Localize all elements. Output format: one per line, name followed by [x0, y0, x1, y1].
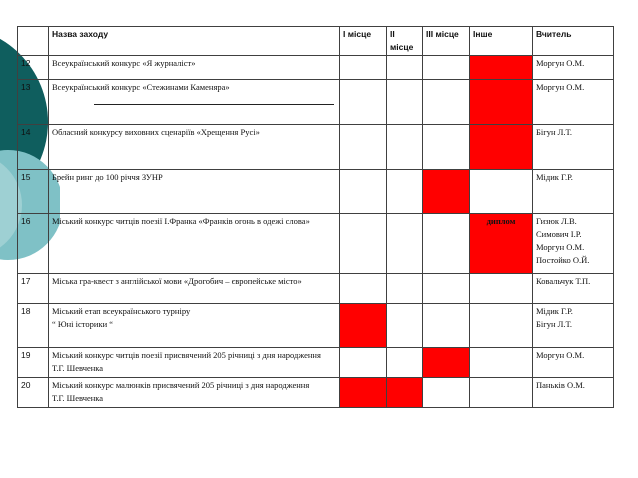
second-place-cell	[387, 348, 423, 378]
first-place-cell-highlighted	[340, 378, 387, 408]
teacher: Паньків О.М.	[533, 378, 614, 408]
other-cell	[470, 274, 533, 304]
event-name: Міський конкурс читців поезії І.Франка «Франків огонь в одежі слова»	[49, 214, 340, 274]
row-number: 20	[18, 378, 49, 408]
third-place-cell	[423, 304, 470, 348]
row-number: 19	[18, 348, 49, 378]
third-place-cell	[423, 274, 470, 304]
third-place-cell	[423, 125, 470, 170]
header-number	[18, 27, 49, 56]
teacher-line: Гизюк Л.В.	[536, 216, 577, 226]
first-place-cell	[340, 348, 387, 378]
table-row	[18, 170, 614, 214]
event-name-line: Т.Г. Шевченка	[52, 393, 104, 403]
event-name	[49, 348, 340, 378]
other-cell-highlighted	[470, 80, 533, 125]
second-place-cell	[387, 274, 423, 304]
second-place-cell	[387, 214, 423, 274]
table-row	[18, 80, 614, 125]
teacher: Моргун О.М.	[533, 80, 614, 125]
other-cell-highlighted	[470, 56, 533, 80]
third-place-cell	[423, 214, 470, 274]
event-name	[49, 80, 340, 125]
third-place-cell	[423, 56, 470, 80]
first-place-cell	[340, 274, 387, 304]
awards-table	[17, 26, 614, 408]
first-place-cell	[340, 125, 387, 170]
third-place-cell-highlighted	[423, 348, 470, 378]
event-name-text: Всеукраїнський конкурс «Стежинами Каменяра»	[52, 82, 230, 92]
third-place-cell	[423, 80, 470, 125]
event-name-line: Міський етап всеукраїнського турніру	[52, 306, 191, 316]
event-name-line: Міський конкурс читців поезії присвячений 205 річниці з дня народження	[52, 350, 321, 360]
second-place-cell	[387, 170, 423, 214]
other-cell	[470, 170, 533, 214]
event-name-line: “ Юні історики “	[52, 319, 114, 329]
teacher-line: Постойко О.Й.	[536, 255, 590, 265]
teacher: Бігун Л.Т.	[533, 125, 614, 170]
second-place-cell	[387, 56, 423, 80]
row-number: 16	[18, 214, 49, 274]
table-header-row	[18, 27, 614, 56]
first-place-cell-highlighted	[340, 304, 387, 348]
other-cell-highlighted	[470, 125, 533, 170]
other-cell	[470, 378, 533, 408]
event-name: Міська гра-квест з англійської мови «Дрогобич – європейське місто»	[49, 274, 340, 304]
header-other: Інше	[470, 27, 533, 56]
teacher	[533, 304, 614, 348]
event-name-line: Міський конкурс малюнків присвячений 205 річниці з дня народження	[52, 380, 310, 390]
header-third-place: III місце	[423, 27, 470, 56]
row-number: 12	[18, 56, 49, 80]
first-place-cell	[340, 214, 387, 274]
table-row	[18, 274, 614, 304]
header-event-name: Назва заходу	[49, 27, 340, 56]
teacher-line: Симович І.Р.	[536, 229, 582, 239]
second-place-cell-highlighted	[387, 378, 423, 408]
other-cell-diploma: диплом	[470, 214, 533, 274]
teacher: Мідик Г.Р.	[533, 170, 614, 214]
other-cell	[470, 304, 533, 348]
teacher: Ковальчук Т.П.	[533, 274, 614, 304]
header-first-place: I місце	[340, 27, 387, 56]
header-second-place: II місце	[387, 27, 423, 56]
first-place-cell	[340, 80, 387, 125]
table-row	[18, 214, 614, 274]
event-name: Всеукраїнський конкурс «Я журналіст»	[49, 56, 340, 80]
table-row	[18, 348, 614, 378]
event-name: Брейн ринг до 100 річчя ЗУНР	[49, 170, 340, 214]
teacher-line: Мідик Г.Р.	[536, 306, 573, 316]
row-number: 14	[18, 125, 49, 170]
teacher-line: Бігун Л.Т.	[536, 319, 573, 329]
second-place-cell	[387, 304, 423, 348]
row-number: 17	[18, 274, 49, 304]
event-name: Обласний конкурсу виховних сценаріїв «Хрещення Русі»	[49, 125, 340, 170]
table-row	[18, 378, 614, 408]
table-row	[18, 56, 614, 80]
teacher	[533, 214, 614, 274]
row-number: 15	[18, 170, 49, 214]
row-number: 18	[18, 304, 49, 348]
table-row	[18, 304, 614, 348]
event-name	[49, 378, 340, 408]
first-place-cell	[340, 56, 387, 80]
second-place-cell	[387, 125, 423, 170]
header-teacher: Вчитель	[533, 27, 614, 56]
third-place-cell-highlighted	[423, 170, 470, 214]
table-row	[18, 125, 614, 170]
event-name	[49, 304, 340, 348]
other-cell	[470, 348, 533, 378]
third-place-cell	[423, 378, 470, 408]
event-name-line: Т.Г. Шевченка	[52, 363, 104, 373]
second-place-cell	[387, 80, 423, 125]
row-number: 13	[18, 80, 49, 125]
teacher-line: Моргун О.М.	[536, 242, 585, 252]
underline-divider	[94, 104, 334, 105]
teacher: Моргун О.М.	[533, 56, 614, 80]
first-place-cell	[340, 170, 387, 214]
teacher: Моргун О.М.	[533, 348, 614, 378]
